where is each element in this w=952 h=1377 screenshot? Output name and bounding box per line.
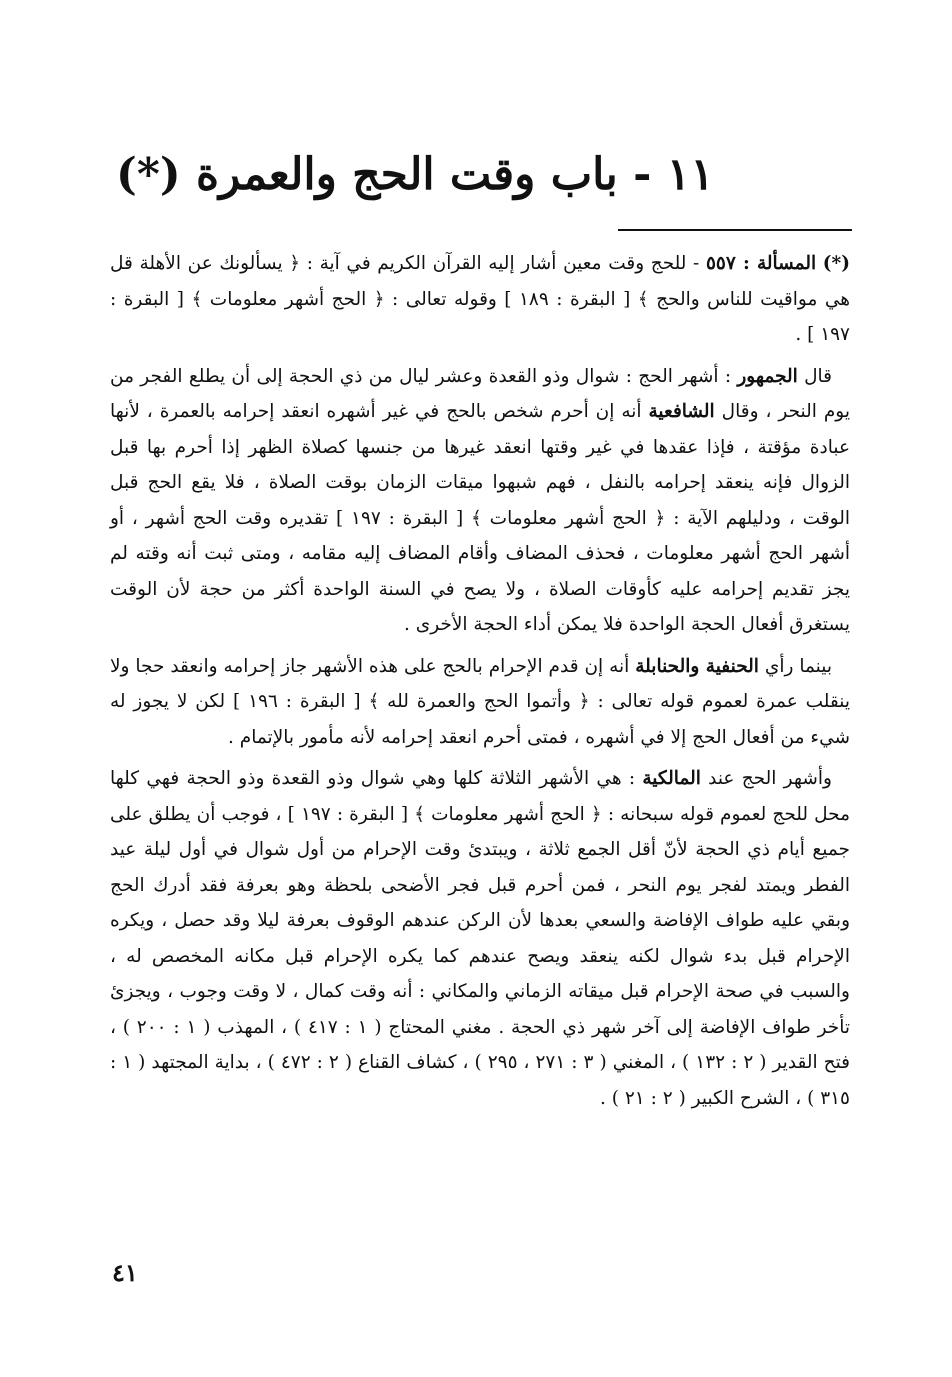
footnote-content: [110, 246, 850, 1122]
footnote-text: - للحج وقت معين أشار إليه القرآن الكريم في آية : ﴿ يسألونك عن الأهلة قل هي مواقيت للناس والحج ﴾ [ البقرة : ١٨٩ ] وقوله تعالى : ﴿ الحج أشهر معلومات ﴾ [ البقرة : ١٩٧ ] .: [110, 253, 851, 345]
paragraph-text: أنه إن قدم الإحرام بالحج على هذه الأشهر جاز إحرامه وانعقد حجا ولا ينقلب عمرة لعموم قوله تعالى : ﴿ وأتموا الحج والعمرة لله ﴾ [ البقرة : ١٩٦ ] لكن لا يجوز له شيء من أفعال الحج إلا في أشهره ، فمتى أحرم انعقد إحرامه لأنه مأمور بالإتمام .: [110, 655, 850, 748]
paragraph-jumhur: [110, 359, 850, 643]
paragraph-text: : هي الأشهر الثلاثة كلها وهي شوال وذو القعدة وذو الحجة فهي كلها محل للحج لعموم قوله سبحانه : ﴿ الحج أشهر معلومات ﴾ [ البقرة : ١٩٧ ] ، فوجب أن يطلق على جميع أيام ذي الحجة لأنّ أقل الجمع ثلاثة ، ويبتدئ وقت الإحرام من أول شوال في أول ليلة عيد الفطر ويمتد لفجر يوم النحر ، فمن أحرم قبل فجر الأضحى بلحظة وهو بعرفة فقد أدرك الحج وبقي عليه طواف الإفاضة والسعي بعدها لأن الركن عندهم الوقوف بعرفة ليلا وقد حصل ، ويكره الإحرام قبل بدء شوال لكنه ينعقد ويصح عندهم كما يكره الإحرام قبل مكانه المخصص له ، والسبب في صحة الإحرام قبل ميقاته الزماني والمكاني : أنه وقت كمال ، لا وقت وجوب ، ويجزئ تأخر طواف الإفاضة إلى آخر شهر ذي الحجة . مغني المحتاج ( ١ : ٤١٧ ) ، المهذب ( ١ : ٢٠٠ ) ، فتح القدير ( ٢ : ١٣٢ ) ، المغني ( ٣ : ٢٧١ ، ٢٩٥ ) ، كشاف القناع ( ٢ : ٤٧٢ ) ، بداية المجتهد ( ١ : ٣١٥ ) ، الشرح الكبير ( ٢ : ٢١ ) .: [110, 768, 851, 1109]
paragraph-hanafiyya: [110, 649, 850, 756]
school-name: المالكية: [642, 768, 701, 789]
school-name: الشافعية: [648, 401, 715, 422]
paragraph-lead: وأشهر الحج عند: [700, 768, 832, 789]
school-name: الحنفية والحنابلة: [635, 655, 759, 677]
paragraph-text: : أشهر الحج : شوال وذو القعدة وعشر ليال من ذي الحجة إلى أن يطلع الفجر من يوم النحر ، وقال: [110, 365, 850, 422]
footnote-label: المسألة : ٥٥٧: [705, 253, 817, 274]
footnote-intro: [110, 246, 850, 353]
chapter-title: ١١ - باب وقت الحج والعمرة (*): [116, 149, 714, 200]
paragraph-malikiyya: [110, 761, 850, 1116]
paragraph-lead: بينما رأي: [758, 655, 832, 677]
school-name: الجمهور: [737, 365, 798, 387]
paragraph-text: أنه إن أحرم شخص بالحج في غير أشهره انعقد إحرامه بالعمرة ، لأنها عبادة مؤقتة ، فإذا عقدها في غير وقتها انعقد غيرها من جنسها كصلاة الظهر إذا أحرم بها قبل الزوال فإنه ينعقد إحرامه بالنفل ، فهم شبهوا ميقات الزمان بوقت الصلاة ، فلا يقع الحج قبل الوقت ، ودليلهم الآية : ﴿ الحج أشهر معلومات ﴾ [ البقرة : ١٩٧ ] تقديره وقت الحج أشهر ، أو أشهر الحج أشهر معلومات ، فحذف المضاف وأقام المضاف إليه مقامه ، ومتى ثبت أنه وقته لم يجز تقديم إحرامه عليه كأوقات الصلاة ، ولا يصح في السنة الواحدة أكثر من حجة لأن الوقت يستغرق أفعال الحجة الواحدة فلا يمكن أداء الحجة الأخرى .: [110, 401, 850, 635]
footnote-marker: (*): [822, 253, 850, 274]
page-number: ٤١: [112, 1258, 138, 1287]
paragraph-lead: قال: [797, 365, 832, 387]
title-divider: [618, 229, 852, 231]
